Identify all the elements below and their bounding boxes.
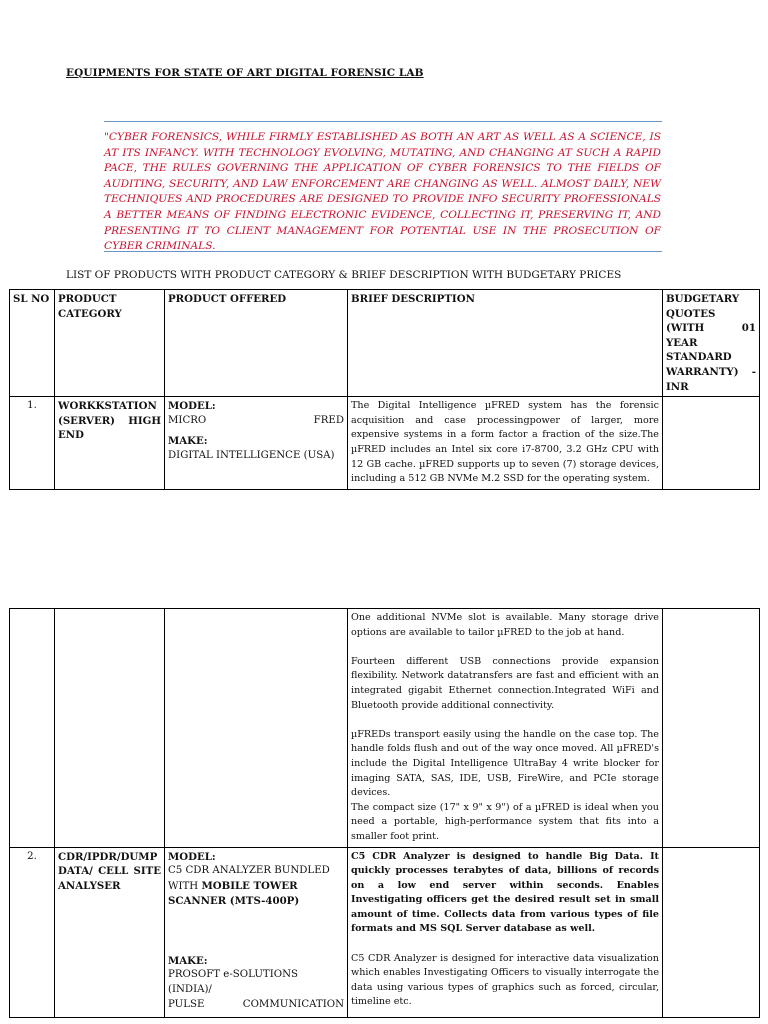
header-budgetary-quotes: BUDGETARY QUOTES (WITH 01 YEAR STANDARD WARRANTY) -INR [663,290,760,397]
model-label: MODEL: [168,400,216,413]
model-value-bold: MOBILE TOWER SCANNER (MTS-400P) [168,879,300,908]
model-value-text: C5 CDR ANALYZER BUNDLED WITH [168,865,330,892]
header-brief-description: BRIEF DESCRIPTION [348,290,663,397]
products-table-part-1 [9,289,760,490]
header-product-category: PRODUCT CATEGORY [55,290,165,397]
table-row [10,609,760,848]
table-row [10,397,760,490]
make-value-line-1: PROSOFT e-SOLUTIONS (INDIA)/ [168,969,298,996]
row-budgetary-quote [663,397,760,490]
row-product-offered [165,397,348,490]
row-brief-description-continued [348,609,663,848]
model-value-left: MICRO [168,414,207,426]
products-list-heading: LIST OF PRODUCTS WITH PRODUCT CATEGORY & BRIEF DESCRIPTION WITH BUDGETARY PRICES [66,269,622,281]
products-table-part-2 [9,608,760,1018]
row-sl-no: 2. [10,847,55,1017]
row-sl-no [10,609,55,848]
model-label: MODEL: [168,850,216,863]
model-value [168,864,344,910]
make-label: MAKE: [168,435,208,448]
description-paragraph: µFREDs transport easily using the handle on the case top. The handle folds flush and out of the way once moved. All µFRED's include the Digital Intelligence UltraBay 4 write blocker for imaging SATA, SAS, IDE, USB, FireWire, and PCIe storage devices. [351,728,659,799]
make-value: DIGITAL INTELLIGENCE (USA) [168,449,335,461]
description-paragraph: The compact size (17" x 9" x 9") of a µFRED is ideal when you need a portable, high-performance system that fits into a smaller foot print. [351,801,659,842]
row-budgetary-quote [663,609,760,848]
document-title: EQUIPMENTS FOR STATE OF ART DIGITAL FORENSIC LAB [66,67,424,79]
row-sl-no: 1. [10,397,55,490]
description-paragraph: One additional NVMe slot is available. Many storage drive options are available to tailor µFRED to the job at hand. [351,612,659,638]
row-product-category: WORKKSTATION (SERVER) HIGH END [55,397,165,490]
row-brief-description: The Digital Intelligence µFRED system has the forensic acquisition and case processingpower of larger, more expensive systems in a form factor a fraction of the size.The µFRED includes an Intel six core i7-8700, 3.2 GHz CPU with 12 GB cache. µFRED supports up to seven (7) storage devices, including a 512 GB NVMe M.2 SSD for the operating system. [348,397,663,490]
description-bold-paragraph: C5 CDR Analyzer is designed to handle Big Data. It quickly processes terabytes of data, billions of records on a low end server within seconds. Enables Investigating officers get the desired result set in small amount of time. Collects data from various types of file formats and MS SQL Server database as well. [351,850,659,935]
make-label: MAKE: [168,954,208,967]
row-budgetary-quote [663,847,760,1017]
header-product-offered: PRODUCT OFFERED [165,290,348,397]
make-value-left: PULSE [168,998,205,1010]
row-product-category [55,609,165,848]
row-brief-description [348,847,663,1017]
table-row [10,847,760,1017]
make-value-line-2 [168,998,344,1013]
make-value-right: COMMUNICATION [242,998,344,1010]
description-paragraph: Fourteen different USB connections provide expansion flexibility. Network datatransfers are fast and efficient with an integrated gigabit Ethernet connection.Integrated WiFi and Bluetooth provide additional connectivity. [351,655,659,711]
row-product-offered [165,847,348,1017]
description-paragraph: C5 CDR Analyzer is designed for interactive data visualization which enables Investigating Officers to visually interrogate the data using various types of graphics such as forced, circular, timeline etc. [351,952,659,1008]
quote-top-rule [104,121,662,122]
quote-bottom-rule [104,251,662,252]
row-product-offered [165,609,348,848]
table-header-row [10,290,760,397]
header-sl-no: SL NO [10,290,55,397]
model-value-right: FRED [313,414,344,426]
cyber-forensics-quote: "CYBER FORENSICS, WHILE FIRMLY ESTABLISHED AS BOTH AN ART AS WELL AS A SCIENCE, IS AT ITS INFANCY. WITH TECHNOLOGY EVOLVING, MUTATING, AND CHANGING AT SUCH A RAPID PACE, THE RULES GOVERNING THE APPLICATION OF CYBER FORENSICS TO THE FIELDS OF AUDITING, SECURITY, AND LAW ENFORCEMENT ARE CHANGING AS WELL. ALMOST DAILY, NEW TECHNIQUES AND PROCEDURES ARE DESIGNED TO PROVIDE INFO SECURITY PROFESSIONALS A BETTER MEANS OF FINDING ELECTRONIC EVIDENCE, COLLECTING IT, PRESERVING IT, AND PRESENTING IT TO CLIENT MANAGEMENT FOR POTENTIAL USE IN THE PROSECUTION OF CYBER CRIMINALS. [104,131,661,253]
model-value [168,414,344,429]
row-product-category: CDR/IPDR/DUMP DATA/ CELL SITE ANALYSER [55,847,165,1017]
